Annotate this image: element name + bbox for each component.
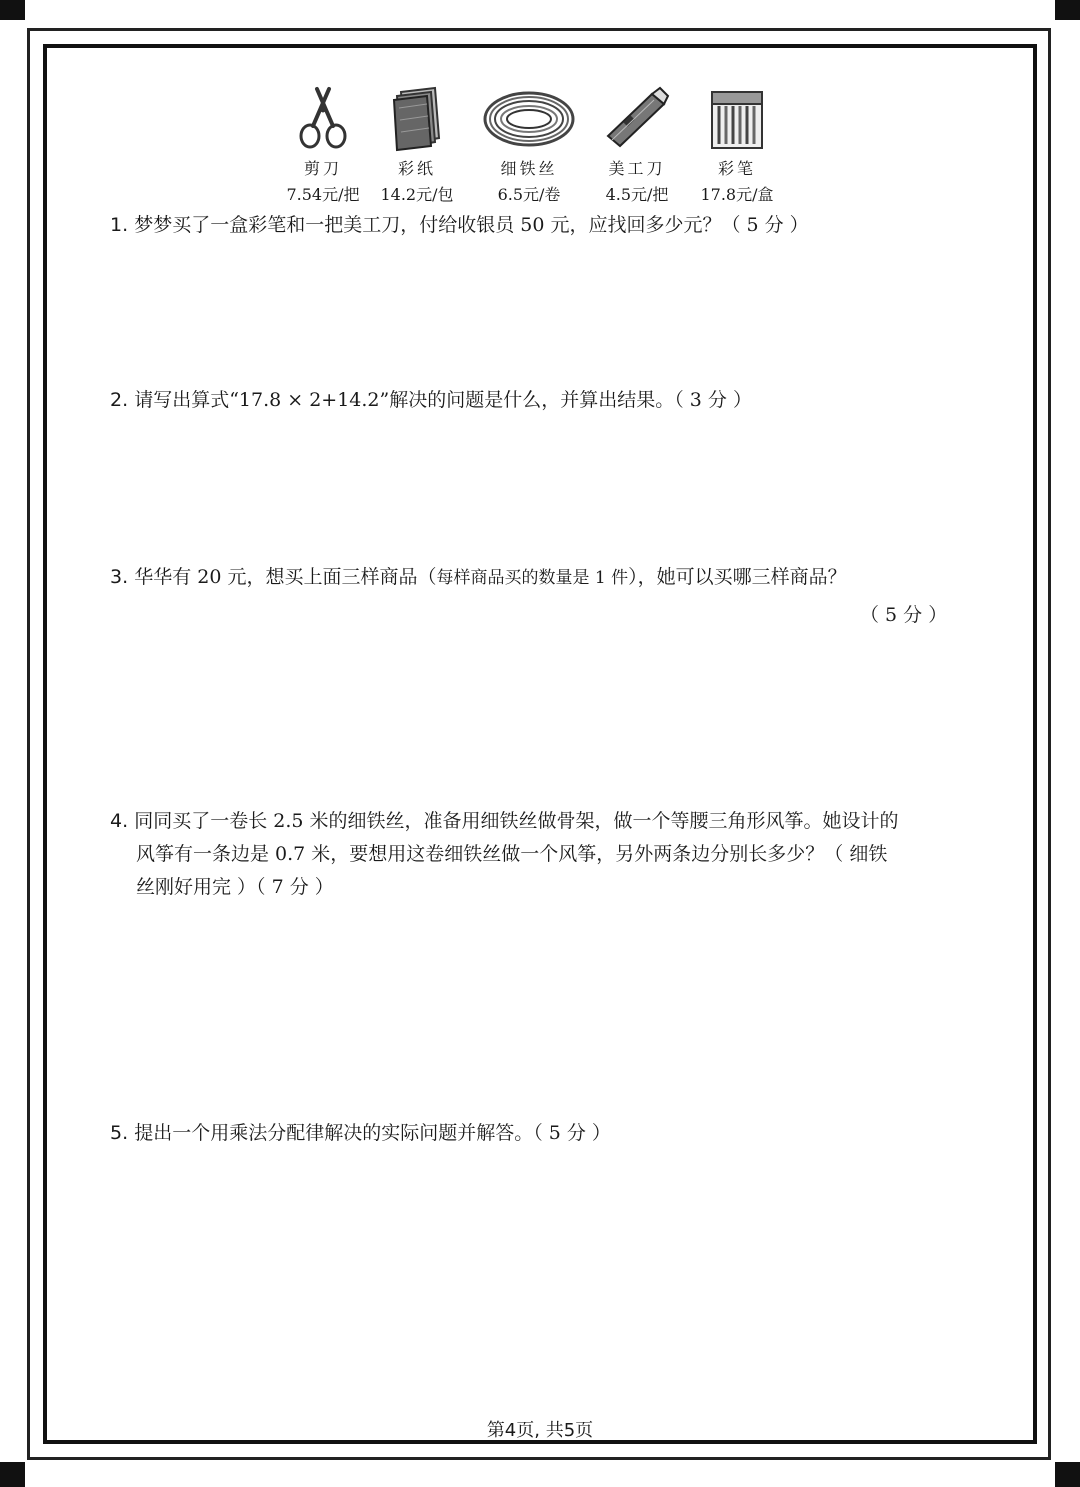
question-number: 2. — [110, 389, 129, 411]
question-note: 每样商品买的数量是 1 件 — [436, 568, 629, 588]
product-name: 细铁丝 — [500, 159, 558, 178]
question-number: 5. — [110, 1122, 129, 1144]
wire-coil-icon — [481, 86, 577, 152]
product-name: 美工刀 — [608, 159, 666, 178]
question-line — [110, 871, 960, 904]
product-wire — [474, 86, 584, 206]
question-3-score: （ 5 分 ） — [860, 604, 948, 626]
page-inner-border — [43, 44, 1037, 1444]
product-colored-paper — [362, 86, 472, 206]
question-line — [110, 805, 960, 838]
bottom-right-edge-mark — [1055, 1462, 1080, 1487]
product-name: 彩笔 — [717, 159, 756, 178]
question-text: 请写出算式“17.8 × 2+14.2”解决的问题是什么，并算出结果。（ 3 分 ） — [134, 389, 752, 411]
utility-knife-icon — [602, 86, 672, 152]
product-list — [0, 86, 1080, 211]
page-footer: 第4页, 共5页 — [486, 1420, 594, 1441]
question-text: 提出一个用乘法分配律解决的实际问题并解答。（ 5 分 ） — [134, 1122, 611, 1144]
question-number: 4. — [110, 810, 129, 832]
product-utility-knife — [582, 86, 692, 206]
bottom-left-edge-mark — [0, 1462, 25, 1487]
question-text-cont: ），她可以买哪三样商品？ — [628, 566, 847, 588]
product-name: 剪刀 — [303, 159, 342, 178]
product-price: 17.8元/盒 — [700, 185, 774, 204]
scissors-icon — [293, 86, 353, 152]
question-text: 华华有 20 元，想买上面三样商品（ — [134, 566, 437, 588]
question-text: 丝刚好用完 ）（ 7 分 ） — [136, 876, 334, 898]
product-name: 彩纸 — [397, 159, 436, 178]
question-3 — [110, 561, 960, 595]
top-left-edge-mark — [0, 0, 25, 20]
colored-paper-icon — [387, 86, 447, 152]
product-price: 14.2元/包 — [380, 185, 454, 204]
question-5 — [110, 1117, 960, 1150]
question-line — [110, 838, 960, 871]
color-pens-icon — [709, 86, 765, 152]
question-4 — [110, 805, 960, 904]
product-price: 7.54元/把 — [286, 185, 360, 204]
question-text: 风筝有一条边是 0.7 米，要想用这卷细铁丝做一个风筝，另外两条边分别长多少？（ 细铁 — [136, 843, 888, 865]
question-text: 梦梦买了一盒彩笔和一把美工刀，付给收银员 50 元，应找回多少元？（ 5 分 ） — [134, 214, 809, 236]
product-color-pens — [682, 86, 792, 206]
question-number: 3. — [110, 566, 129, 588]
product-price: 6.5元/卷 — [497, 185, 561, 204]
question-number: 1. — [110, 214, 129, 236]
question-2 — [110, 384, 960, 417]
question-1 — [110, 209, 960, 242]
product-price: 4.5元/把 — [605, 185, 669, 204]
question-text: 同同买了一卷长 2.5 米的细铁丝，准备用细铁丝做骨架，做一个等腰三角形风筝。她设计的 — [134, 810, 899, 832]
top-right-edge-mark — [1055, 0, 1080, 20]
